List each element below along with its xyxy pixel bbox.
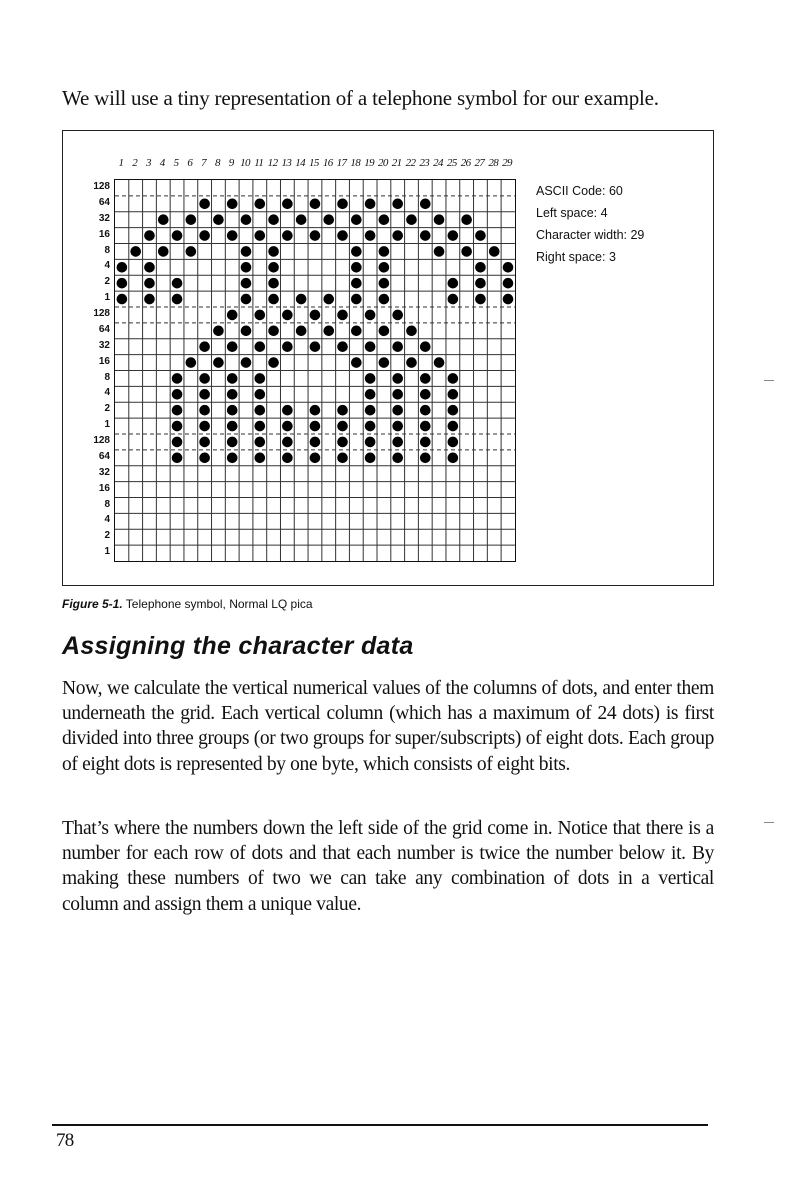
dot (392, 453, 403, 464)
column-number: 10 (240, 157, 250, 169)
dot (254, 437, 265, 448)
row-label: 16 (98, 228, 110, 240)
dot (379, 214, 390, 225)
column-number: 4 (159, 157, 165, 169)
dot (337, 199, 348, 210)
dot (475, 230, 486, 241)
dot (172, 278, 183, 289)
dot (296, 214, 307, 225)
dot (213, 214, 224, 225)
column-number: 25 (446, 157, 457, 169)
dot (448, 373, 459, 384)
dot (310, 199, 321, 210)
dot (199, 199, 210, 210)
dot (254, 373, 265, 384)
dot (241, 278, 252, 289)
column-number: 9 (228, 157, 234, 169)
dot (172, 453, 183, 464)
dot (365, 421, 376, 432)
row-label: 64 (98, 450, 110, 462)
dot (282, 199, 293, 210)
dot (489, 246, 500, 257)
dot (475, 262, 486, 273)
dot (199, 230, 210, 241)
dot (351, 294, 362, 305)
dot (420, 199, 431, 210)
page-number: 78 (56, 1130, 74, 1151)
dot (337, 405, 348, 416)
row-label: 2 (104, 276, 110, 288)
dot (172, 405, 183, 416)
column-number: 11 (254, 157, 264, 169)
dot-grid-svg (115, 180, 515, 561)
dot (392, 437, 403, 448)
dot (213, 357, 224, 368)
margin-mark (764, 822, 774, 823)
dot (227, 405, 238, 416)
dot-grid (114, 179, 516, 562)
row-label: 4 (104, 260, 110, 272)
column-numbers (114, 157, 514, 175)
dot (392, 341, 403, 352)
left-space-label: Left space: 4 (536, 206, 608, 220)
dot (420, 341, 431, 352)
dot (365, 199, 376, 210)
dot (227, 310, 238, 321)
figure-label: Figure 5-1. (62, 597, 123, 611)
dot (158, 246, 169, 257)
dot (199, 453, 210, 464)
dot (227, 453, 238, 464)
dot (475, 278, 486, 289)
column-number: 5 (173, 157, 179, 169)
dot (448, 421, 459, 432)
row-label: 8 (104, 244, 110, 256)
dot (503, 294, 514, 305)
dot (351, 326, 362, 337)
dot (337, 230, 348, 241)
dot (420, 389, 431, 400)
dot (337, 310, 348, 321)
dot (268, 326, 279, 337)
dot (186, 357, 197, 368)
dot (337, 421, 348, 432)
dot (406, 214, 417, 225)
dot (420, 230, 431, 241)
dot (392, 421, 403, 432)
dot (448, 437, 459, 448)
dot (379, 326, 390, 337)
row-label: 32 (98, 339, 110, 351)
column-number: 23 (419, 157, 430, 169)
dot (379, 262, 390, 273)
dot (379, 357, 390, 368)
footer-rule (52, 1124, 708, 1126)
dot (420, 373, 431, 384)
dot (172, 294, 183, 305)
dot (434, 214, 445, 225)
dot (337, 437, 348, 448)
row-label: 2 (104, 403, 110, 415)
dot (420, 453, 431, 464)
dot (365, 341, 376, 352)
column-number: 2 (132, 157, 138, 169)
dot (461, 214, 472, 225)
dot (503, 262, 514, 273)
dot (268, 262, 279, 273)
dot (351, 262, 362, 273)
dot (227, 199, 238, 210)
paragraph-1: Now, we calculate the vertical numerical values of the columns of dots, and enter them underneath the grid. Each vertical column (which has a maximum of 24 dots) is first divided into three groups (or two groups for super/subscripts) of eight dots. Each group of eight dots is represented by one byte, which consists of eight bits. (62, 678, 714, 775)
column-number: 13 (281, 157, 292, 169)
dot (351, 278, 362, 289)
dot (310, 453, 321, 464)
dot (461, 246, 472, 257)
dot (199, 373, 210, 384)
dot (420, 405, 431, 416)
dot (254, 199, 265, 210)
dot (337, 453, 348, 464)
dot (117, 294, 128, 305)
column-number: 24 (433, 157, 443, 169)
dot (296, 326, 307, 337)
column-number: 26 (460, 157, 471, 169)
dot (282, 421, 293, 432)
dot (406, 357, 417, 368)
row-label: 1 (104, 546, 110, 558)
dot (310, 405, 321, 416)
dot (351, 357, 362, 368)
figure-caption-text: Telephone symbol, Normal LQ pica (122, 597, 313, 611)
dot (227, 341, 238, 352)
dot (351, 214, 362, 225)
dot (379, 246, 390, 257)
dot (323, 294, 334, 305)
dot (392, 405, 403, 416)
dot (310, 230, 321, 241)
row-label: 16 (98, 355, 110, 367)
dot (365, 389, 376, 400)
dot (268, 214, 279, 225)
dot (199, 437, 210, 448)
row-label: 128 (93, 181, 110, 192)
dot (448, 453, 459, 464)
dot (199, 421, 210, 432)
column-number: 8 (214, 157, 220, 169)
row-label: 128 (93, 435, 110, 446)
row-label: 8 (104, 498, 110, 510)
column-number: 15 (309, 157, 319, 169)
dot (254, 230, 265, 241)
row-label: 4 (104, 387, 110, 399)
dot (448, 405, 459, 416)
dot (254, 341, 265, 352)
dot (241, 262, 252, 273)
dot (172, 230, 183, 241)
row-label: 64 (98, 323, 110, 335)
row-label: 2 (104, 530, 110, 542)
row-label: 8 (104, 371, 110, 383)
dot (365, 405, 376, 416)
margin-mark (764, 380, 774, 381)
column-number: 28 (488, 157, 499, 169)
row-label: 128 (93, 308, 110, 319)
dot (365, 310, 376, 321)
row-label: 32 (98, 466, 110, 478)
figure-caption (62, 597, 313, 611)
ascii-code-label: ASCII Code: 60 (536, 184, 623, 198)
dot (310, 341, 321, 352)
row-label: 16 (98, 482, 110, 494)
paragraph-2: That’s where the numbers down the left side of the grid come in. Notice that there is a number for each row of dots and that each number is twice the number below it. By making these numbers of two we can take any combination of dots in a vertical column and assign them a unique value. (62, 818, 714, 915)
dot (392, 199, 403, 210)
row-label: 1 (104, 292, 110, 304)
column-number: 29 (502, 157, 512, 169)
dot (241, 214, 252, 225)
dot (448, 389, 459, 400)
dot (186, 246, 197, 257)
dot (254, 389, 265, 400)
dot (241, 326, 252, 337)
column-number: 21 (391, 157, 402, 169)
dot (199, 405, 210, 416)
column-number: 18 (350, 157, 361, 169)
dot (227, 421, 238, 432)
column-number: 17 (336, 157, 347, 169)
dot (254, 310, 265, 321)
section-heading: Assigning the character data (62, 632, 414, 660)
dot (172, 421, 183, 432)
character-width-label: Character width: 29 (536, 228, 645, 242)
dot (227, 230, 238, 241)
dot (117, 278, 128, 289)
dot (282, 453, 293, 464)
dot (323, 326, 334, 337)
dot (310, 421, 321, 432)
dot (254, 405, 265, 416)
dot (392, 310, 403, 321)
dot (392, 230, 403, 241)
character-info (536, 180, 644, 268)
dot (241, 357, 252, 368)
dot (323, 214, 334, 225)
dot (448, 294, 459, 305)
column-number: 19 (364, 157, 375, 169)
dot (268, 294, 279, 305)
dot (503, 278, 514, 289)
dot (254, 421, 265, 432)
row-label: 1 (104, 419, 110, 431)
dot (172, 373, 183, 384)
dot (475, 294, 486, 305)
dot (310, 437, 321, 448)
dot (365, 437, 376, 448)
dot (268, 246, 279, 257)
column-number: 20 (377, 157, 388, 169)
dot (144, 278, 155, 289)
dot (337, 341, 348, 352)
column-number: 16 (322, 157, 333, 169)
column-number: 12 (267, 157, 278, 169)
dot (227, 389, 238, 400)
dot (365, 453, 376, 464)
dot (282, 437, 293, 448)
dot (227, 373, 238, 384)
dot (406, 326, 417, 337)
dot (420, 437, 431, 448)
dot (199, 341, 210, 352)
dot (434, 246, 445, 257)
dot (434, 357, 445, 368)
dot (130, 246, 141, 257)
column-number: 3 (146, 157, 151, 169)
column-number: 22 (405, 157, 416, 169)
dot (379, 294, 390, 305)
dot (199, 389, 210, 400)
dot (254, 453, 265, 464)
row-label: 64 (98, 196, 110, 208)
dot (379, 278, 390, 289)
dot (158, 214, 169, 225)
dot (420, 421, 431, 432)
dot (144, 230, 155, 241)
column-number: 14 (295, 157, 306, 169)
column-number: 6 (187, 157, 193, 169)
dot (144, 294, 155, 305)
dot (448, 278, 459, 289)
column-number: 27 (474, 157, 485, 169)
dot (296, 294, 307, 305)
dot (117, 262, 128, 273)
dot (172, 437, 183, 448)
dot (227, 437, 238, 448)
intro-text: We will use a tiny representation of a telephone symbol for our example. (62, 86, 659, 110)
right-space-label: Right space: 3 (536, 250, 616, 264)
column-number: 7 (201, 157, 207, 169)
dot (392, 373, 403, 384)
dot (282, 341, 293, 352)
dot (351, 246, 362, 257)
dot (241, 294, 252, 305)
dot (241, 246, 252, 257)
dot (268, 278, 279, 289)
dot (365, 230, 376, 241)
dot (186, 214, 197, 225)
dot (282, 310, 293, 321)
dot (213, 326, 224, 337)
dot (268, 357, 279, 368)
dot (310, 310, 321, 321)
dot (448, 230, 459, 241)
column-number: 1 (118, 157, 124, 169)
dot (282, 230, 293, 241)
row-label: 4 (104, 514, 110, 526)
dot (144, 262, 155, 273)
dot (282, 405, 293, 416)
dot (392, 389, 403, 400)
row-label: 32 (98, 212, 110, 224)
dot (365, 373, 376, 384)
dot (172, 389, 183, 400)
